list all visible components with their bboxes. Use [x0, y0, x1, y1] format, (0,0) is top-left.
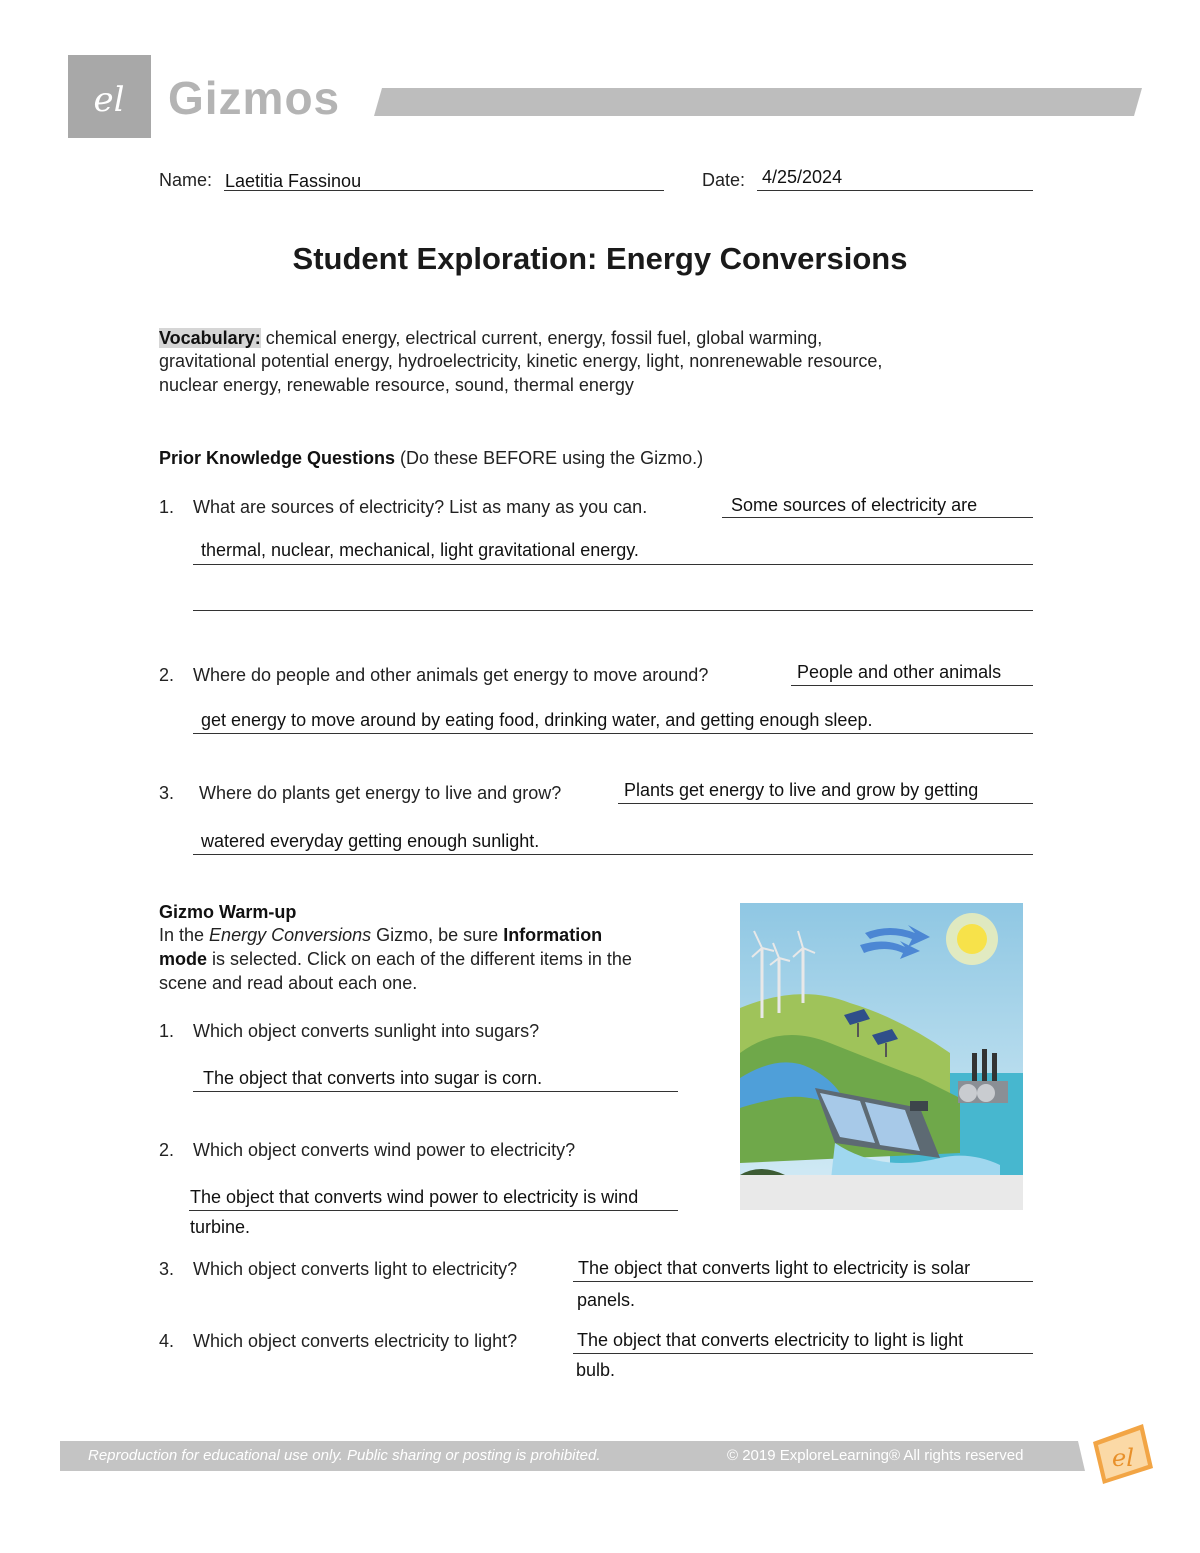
name-value: Laetitia Fassinou	[225, 171, 362, 191]
warmup-intro-c: is selected. Click on each of the different items in the	[207, 949, 632, 969]
explorelearning-logo-icon	[1085, 1420, 1157, 1488]
wu-question-3-text: Which object converts light to electricity?	[193, 1259, 518, 1279]
wu-answer-3-text-1: The object that converts light to electricity is solar	[578, 1258, 971, 1278]
warmup-intro-line-2	[159, 947, 632, 971]
wu-question-1-number: 1.	[159, 1021, 175, 1041]
name-label: Name:	[159, 170, 213, 190]
pk-answer-2-text-1: People and other animals	[797, 662, 1002, 682]
pk-question-2-text: Where do people and other animals get energy to move around?	[193, 665, 709, 685]
sun-icon	[946, 913, 998, 965]
warmup-intro-b: Gizmo, be sure	[371, 925, 504, 945]
pk-answer-1-text-1: Some sources of electricity are	[731, 495, 978, 515]
wu-question-2-number: 2.	[159, 1140, 175, 1160]
prior-knowledge-note: (Do these BEFORE using the Gizmo.)	[395, 448, 704, 468]
warmup-intro-line-3: scene and read about each one.	[159, 973, 418, 993]
prior-knowledge-heading	[159, 446, 703, 470]
wu-answer-2-text-2: turbine.	[190, 1217, 251, 1237]
vocabulary-text-1: chemical energy, electrical current, energy, fossil fuel, global warming,	[260, 328, 823, 348]
wu-question-2-text: Which object converts wind power to electricity?	[193, 1140, 576, 1160]
vocabulary-line-2: gravitational potential energy, hydroelectricity, kinetic energy, light, nonrenewable resource,	[159, 351, 883, 371]
pk-question-3-number: 3.	[159, 783, 175, 803]
warmup-intro-a: In the	[159, 925, 210, 945]
wu-answer-4-text-2: bulb.	[576, 1360, 616, 1380]
pk-answer-3-text-2: watered everyday getting enough sunlight.	[201, 831, 540, 851]
wu-answer-3-text-2: panels.	[577, 1290, 636, 1310]
footer-copyright: © 2019 ExploreLearning® All rights reserved	[727, 1447, 1024, 1464]
el-logo-icon	[68, 55, 151, 138]
pk-answer-2-text-2: get energy to move around by eating food, drinking water, and getting enough sleep.	[201, 710, 873, 730]
logo-mark: el	[93, 80, 125, 120]
wu-question-4-number: 4.	[159, 1331, 175, 1351]
date-label: Date:	[702, 170, 746, 190]
prior-knowledge-title: Prior Knowledge Questions	[159, 448, 396, 468]
header-bar	[374, 88, 1142, 116]
warmup-intro-bold-2: mode	[159, 949, 208, 969]
vocabulary-label: Vocabulary:	[159, 328, 261, 348]
pk-answer-1-text-2: thermal, nuclear, mechanical, light gravitational energy.	[201, 540, 639, 560]
warmup-intro-line-1	[159, 923, 602, 947]
gizmos-logo	[68, 55, 151, 138]
pk-question-2-number: 2.	[159, 665, 175, 685]
pk-answer-3-text-1: Plants get energy to live and grow by getting	[624, 780, 979, 800]
wu-question-1-text: Which object converts sunlight into sugars?	[193, 1021, 540, 1041]
vocabulary-line-1	[159, 326, 822, 350]
pk-question-1-number: 1.	[159, 497, 175, 517]
warmup-heading	[159, 900, 296, 924]
date-value: 4/25/2024	[762, 167, 843, 187]
warmup-intro-gizmo: Energy Conversions	[209, 925, 372, 945]
pk-question-3-text: Where do plants get energy to live and grow?	[199, 783, 562, 803]
vocabulary-line-3: nuclear energy, renewable resource, sound, thermal energy	[159, 375, 634, 395]
pk-question-1-text: What are sources of electricity? List as many as you can.	[193, 497, 648, 517]
wu-answer-2-text-1: The object that converts wind power to electricity is wind	[190, 1187, 639, 1207]
warmup-title: Gizmo Warm-up	[159, 902, 297, 922]
pk-answer-1-line-3[interactable]	[193, 585, 1033, 611]
page-title: Student Exploration: Energy Conversions	[292, 241, 908, 276]
wu-question-3-number: 3.	[159, 1259, 175, 1279]
wu-answer-1-text: The object that converts into sugar is corn.	[203, 1068, 543, 1088]
brand-name: Gizmos	[168, 72, 341, 124]
footer-disclaimer: Reproduction for educational use only. Public sharing or posting is prohibited.	[88, 1447, 601, 1464]
warmup-intro-bold-1: Information	[503, 925, 603, 945]
svg-text:el: el	[1112, 1444, 1134, 1472]
wu-answer-4-text-1: The object that converts electricity to light is light	[577, 1330, 964, 1350]
wu-question-4-text: Which object converts electricity to light?	[193, 1331, 518, 1351]
energy-scene-illustration	[740, 903, 1023, 1210]
